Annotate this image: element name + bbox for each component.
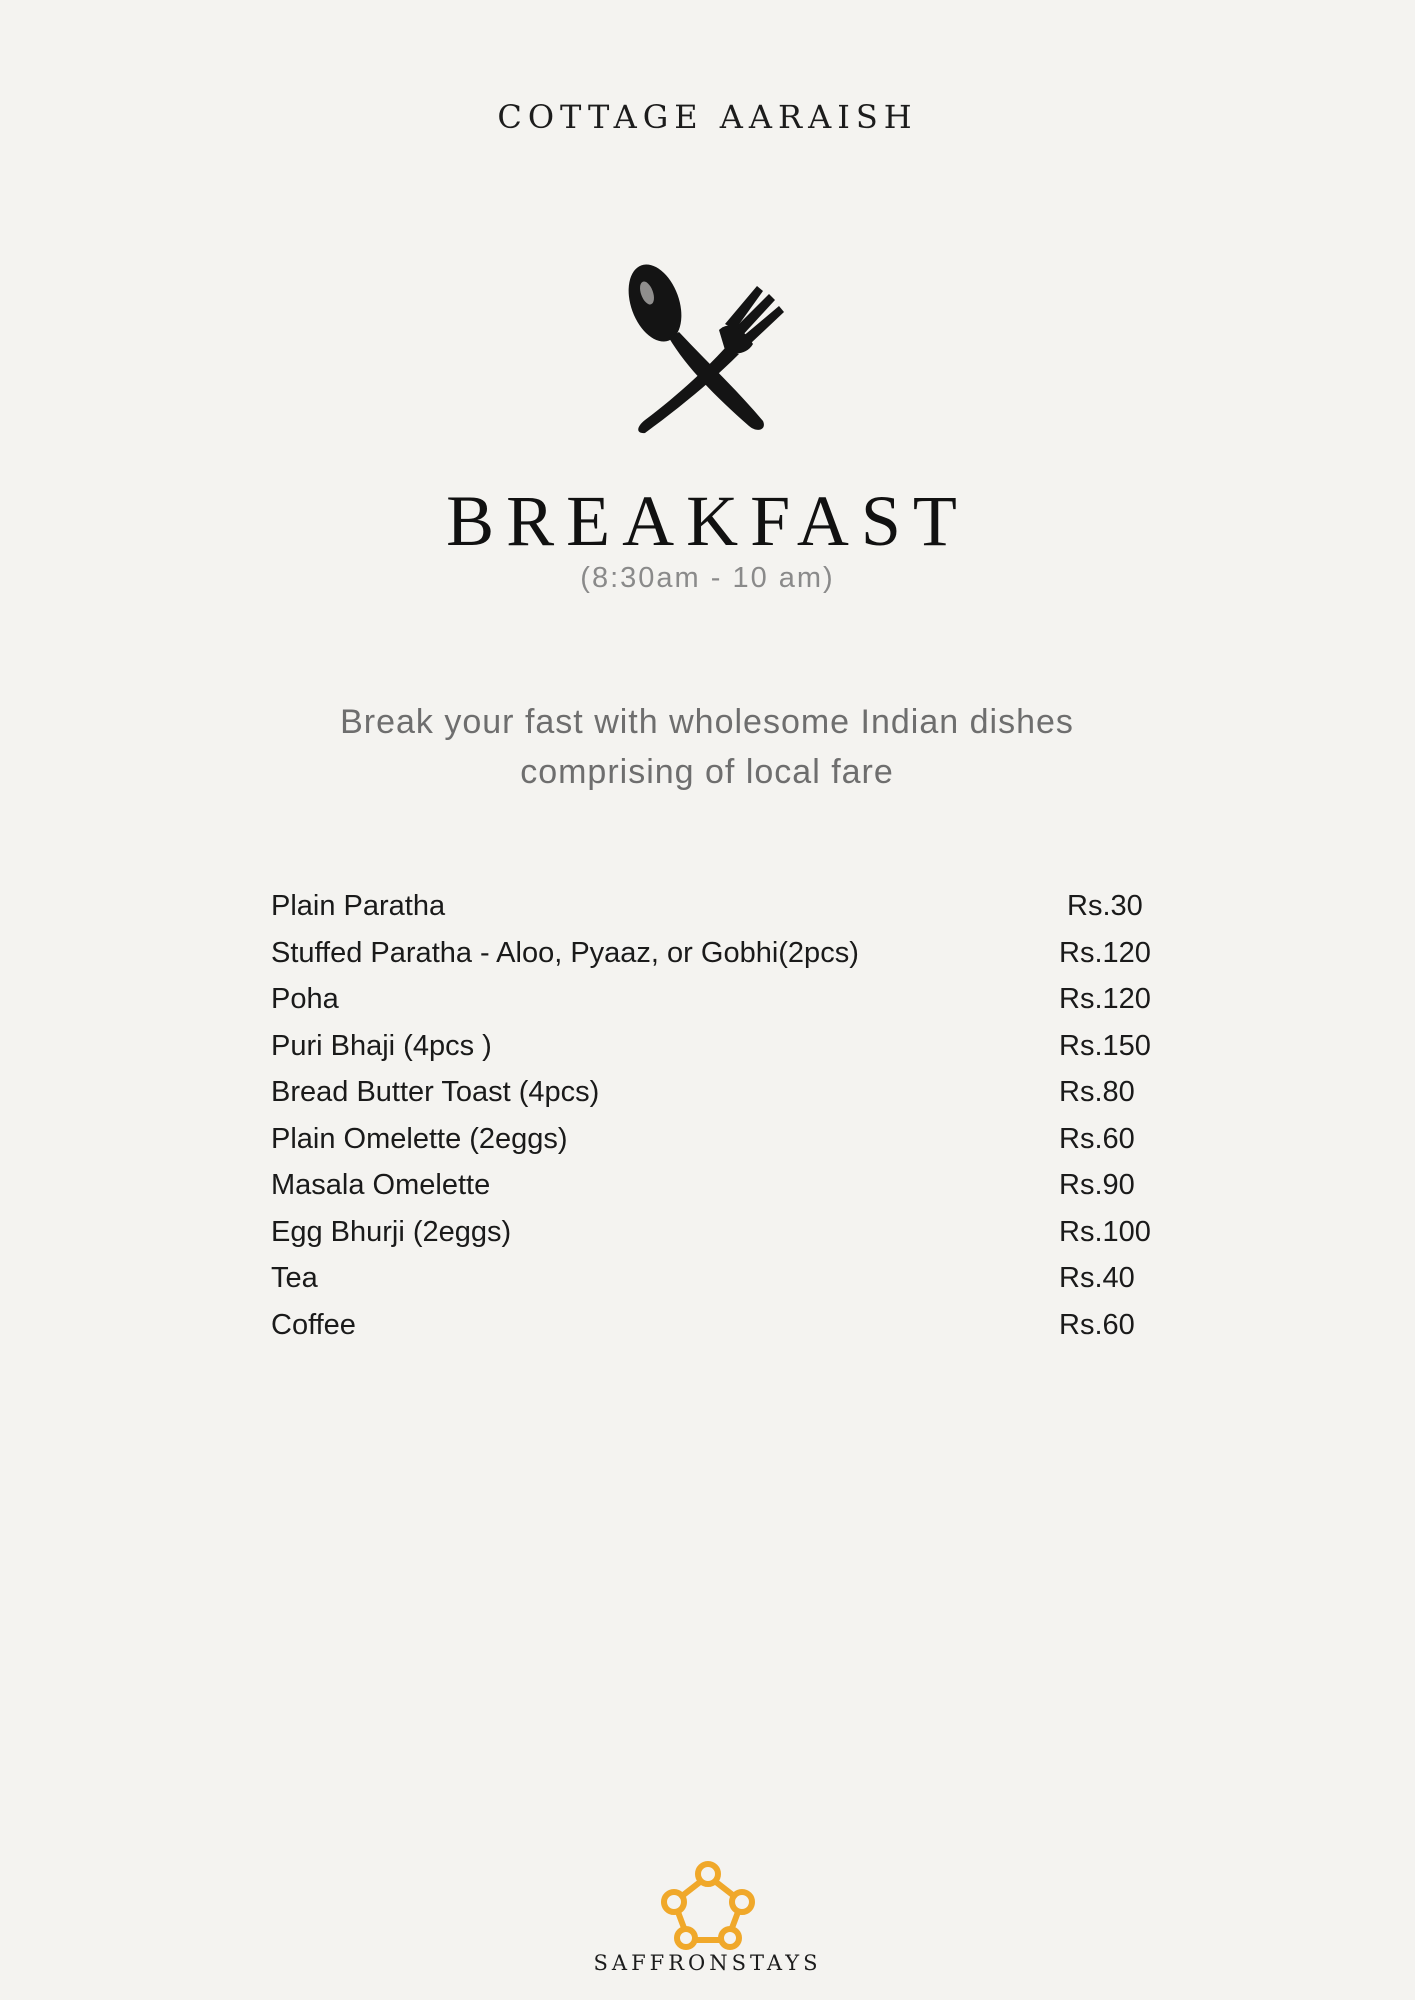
menu-item-name: Tea (271, 1262, 318, 1294)
menu-item-name: Egg Bhurji (2eggs) (271, 1215, 512, 1248)
menu-item-name: Stuffed Paratha - Aloo, Pyaaz, or Gobhi(2pcs) (271, 936, 859, 969)
tagline-line-2: comprising of local fare (520, 753, 894, 791)
menu-item-price: Rs.120 (1059, 936, 1151, 969)
tagline-line-1: Break your fast with wholesome Indian dishes (340, 703, 1074, 741)
menu-item-price: Rs.100 (1059, 1215, 1151, 1248)
footer-logo-text: SAFFRONSTAYS (593, 1951, 822, 1975)
menu-row (271, 1258, 1151, 1305)
section-tagline (257, 697, 1157, 797)
menu-item-name: Poha (271, 983, 339, 1015)
menu-item-price: Rs.40 (1059, 1262, 1135, 1294)
menu-item-price: Rs.60 (1059, 1308, 1135, 1341)
menu-item-name: Masala Omelette (271, 1169, 491, 1201)
brand-name: COTTAGE AARAISH (497, 98, 918, 136)
menu-item-name: Puri Bhaji (4pcs ) (271, 1029, 492, 1062)
menu-item-name: Bread Butter Toast (4pcs) (271, 1076, 600, 1108)
spoon-fork-crossed-icon (617, 258, 802, 438)
saffronstays-knot-logo-icon (660, 1860, 756, 1952)
menu-row (271, 1119, 1151, 1166)
menu-row (271, 1026, 1151, 1073)
menu-item-price: Rs.150 (1059, 1029, 1151, 1062)
menu-row (271, 1305, 1151, 1352)
menu-row (271, 1212, 1151, 1259)
section-title: BREAKFAST (446, 481, 969, 561)
menu-row (271, 933, 1151, 980)
menu-item-name: Plain Paratha (271, 890, 446, 922)
menu-item-name: Plain Omelette (2eggs) (271, 1122, 568, 1155)
menu-item-price: Rs.90 (1059, 1169, 1135, 1201)
menu-item-price: Rs.60 (1059, 1122, 1135, 1155)
serving-hours: (8:30am - 10 am) (580, 562, 835, 594)
menu-item-price: Rs.80 (1059, 1076, 1135, 1108)
menu-row (271, 1072, 1151, 1119)
menu-item-price: Rs.30 (1067, 890, 1143, 922)
menu-row (271, 1165, 1151, 1212)
menu-list (271, 886, 1151, 1351)
menu-row (271, 979, 1151, 1026)
menu-item-price: Rs.120 (1059, 983, 1151, 1015)
menu-item-name: Coffee (271, 1308, 356, 1341)
menu-row (271, 886, 1151, 933)
